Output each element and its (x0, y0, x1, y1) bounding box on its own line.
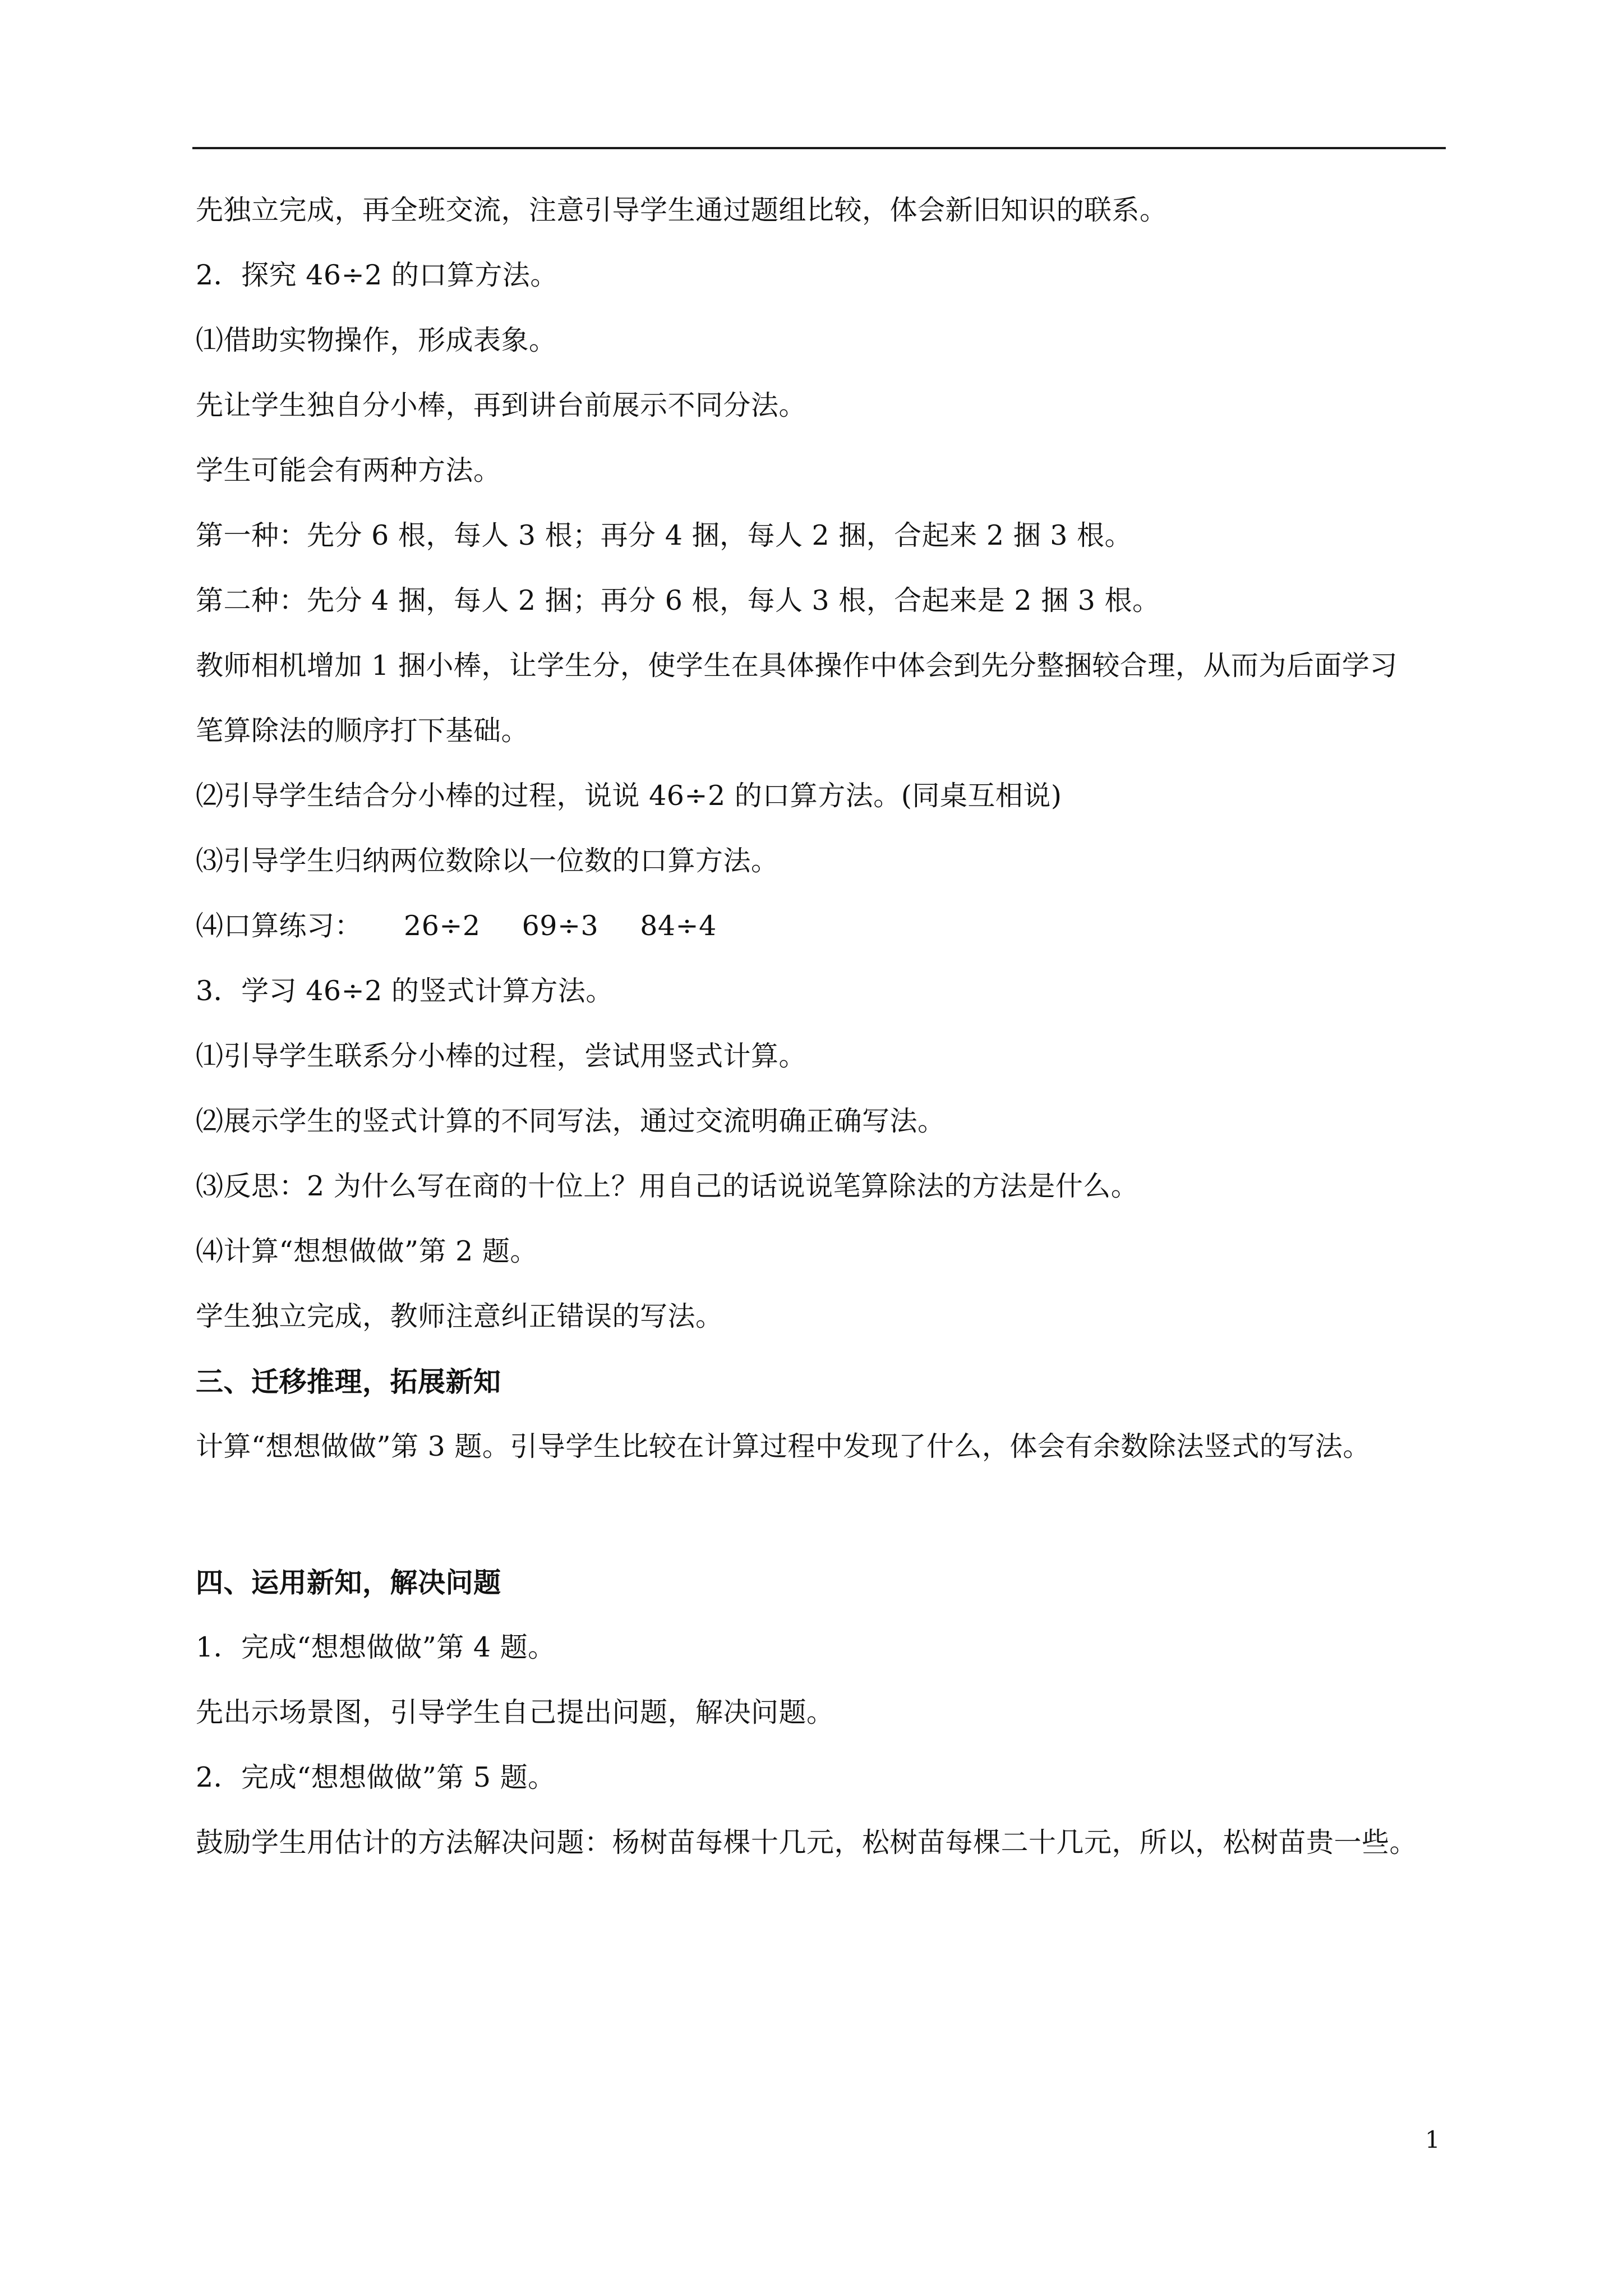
oral-practice-label: ⑷口算练习： (196, 910, 363, 942)
paragraph: 学生可能会有两种方法。 (196, 454, 501, 486)
oral-practice-item: 84÷4 (640, 910, 717, 942)
paragraph: 教师相机增加 1 捆小棒，让学生分，使学生在具体操作中体会到先分整捆较合理，从而为后面学习 (196, 650, 1398, 682)
paragraph: ⑵展示学生的竖式计算的不同写法，通过交流明确正确写法。 (196, 1105, 946, 1137)
paragraph: 第二种：先分 4 捆，每人 2 捆；再分 6 根，每人 3 根，合起来是 2 捆 3 根。 (196, 585, 1160, 616)
paragraph: 先让学生独自分小棒，再到讲台前展示不同分法。 (196, 389, 807, 421)
document-body (196, 194, 1452, 1891)
paragraph: 计算“想想做做”第 3 题。引导学生比较在计算过程中发现了什么，体会有余数除法竖式的写法。 (196, 1430, 1371, 1462)
oral-practice-item: 69÷3 (522, 910, 599, 942)
page-number: 1 (1425, 2126, 1440, 2154)
paragraph: ⑵引导学生结合分小棒的过程，说说 46÷2 的口算方法。(同桌互相说) (196, 780, 1062, 812)
paragraph: 第一种：先分 6 根，每人 3 根；再分 4 捆，每人 2 捆，合起来 2 捆 3 根。 (196, 519, 1132, 551)
oral-practice-item: 26÷2 (404, 910, 481, 942)
section-heading: 四、运用新知，解决问题 (196, 1566, 501, 1599)
paragraph: 先出示场景图，引导学生自己提出问题，解决问题。 (196, 1696, 834, 1728)
oral-practice-line (196, 909, 1452, 943)
paragraph: 1．完成“想想做做”第 4 题。 (196, 1631, 556, 1663)
paragraph: ⑶反思：2 为什么写在商的十位上？用自己的话说说笔算除法的方法是什么。 (196, 1170, 1139, 1202)
paragraph: 2．完成“想想做做”第 5 题。 (196, 1761, 556, 1793)
paragraph: 先独立完成，再全班交流，注意引导学生通过题组比较，体会新旧知识的联系。 (196, 194, 1168, 226)
paragraph: ⑷计算“想想做做”第 2 题。 (196, 1235, 538, 1267)
header-rule (192, 147, 1446, 149)
paragraph: ⑶引导学生归纳两位数除以一位数的口算方法。 (196, 845, 779, 877)
paragraph: 2．探究 46÷2 的口算方法。 (196, 259, 558, 291)
paragraph: 3．学习 46÷2 的竖式计算方法。 (196, 975, 614, 1007)
paragraph: 鼓励学生用估计的方法解决问题：杨树苗每棵十几元，松树苗每棵二十几元，所以，松树苗贵一些。 (196, 1826, 1418, 1858)
paragraph: 笔算除法的顺序打下基础。 (196, 715, 529, 747)
section-heading: 三、迁移推理，拓展新知 (196, 1365, 501, 1398)
paragraph: ⑴引导学生联系分小棒的过程，尝试用竖式计算。 (196, 1040, 807, 1072)
paragraph: ⑴借助实物操作，形成表象。 (196, 324, 557, 356)
paragraph: 学生独立完成，教师注意纠正错误的写法。 (196, 1300, 723, 1332)
